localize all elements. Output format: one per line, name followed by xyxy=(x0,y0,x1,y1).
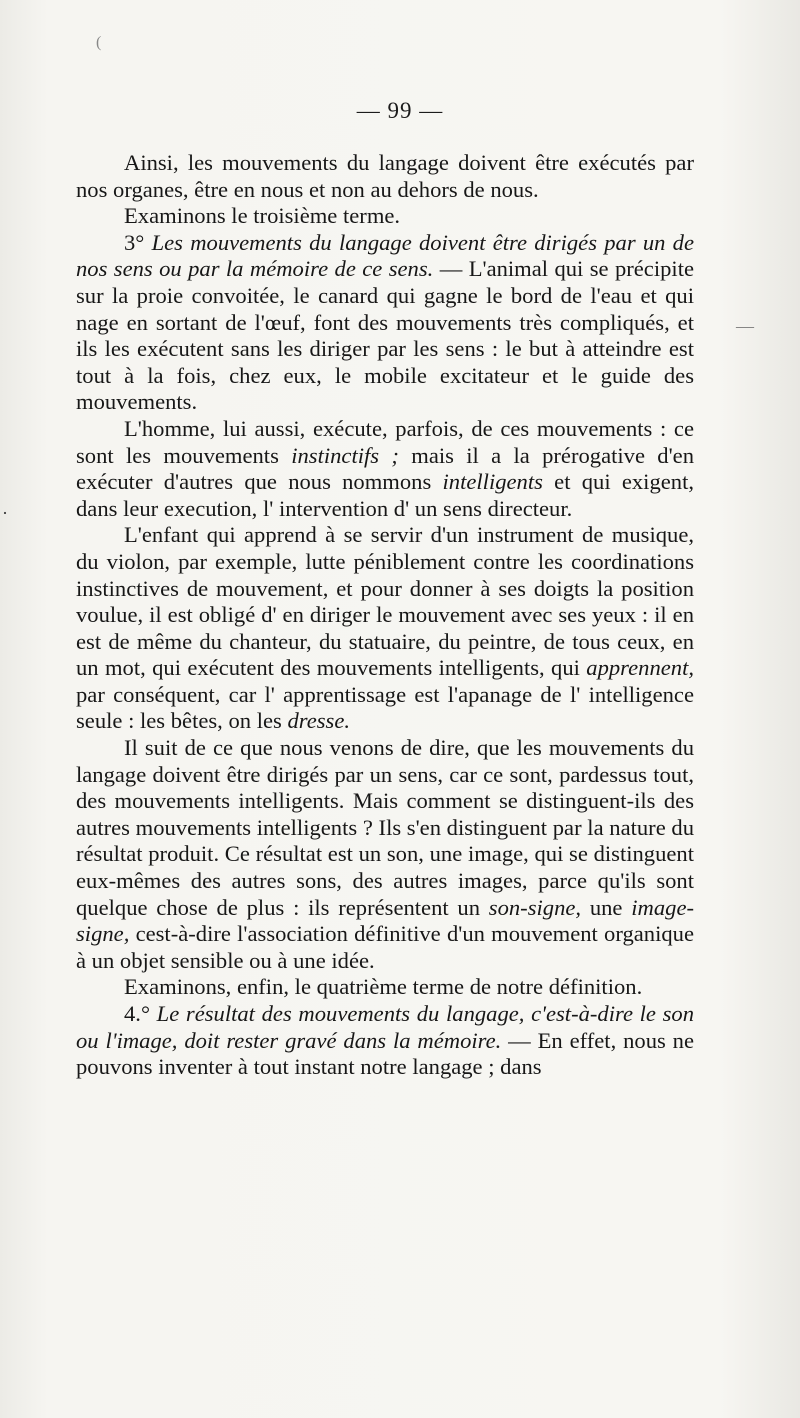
text-segment: cest-à-dire l'association définitive d'un mouvement organique à un objet sensible ou à une idée. xyxy=(76,921,694,973)
text-segment: Il suit de ce que nous venons de dire, que les mouvements du langage doivent être dirigés par un sens, car ce sont, pardessus tout, des mouvements intelligents. Mais comment se distinguent-ils des autres mouvements intelligents ? Ils s'en distinguent par la nature du résultat produit. Ce résultat est un son, une image, qui se distinguent eux-mêmes des autres sons, des autres images, parce qu'ils sont quelque chose de plus : ils représentent un xyxy=(76,735,694,920)
margin-mark-left: · xyxy=(2,503,8,523)
italic-segment: intelligents xyxy=(442,469,543,495)
italic-segment: son-signe, xyxy=(488,894,582,920)
italic-segment: dresse. xyxy=(287,708,350,734)
paragraph xyxy=(76,416,694,522)
italic-segment: Les mouvements du langage doivent être dirigés par un de nos sens ou par la mémoire de ce sens. xyxy=(76,229,695,282)
text-segment: Examinons le troisième terme. xyxy=(124,203,401,229)
paragraph xyxy=(76,735,694,974)
body-text xyxy=(76,150,694,1081)
text-segment: L'homme, lui aussi, exécute, parfois, de ces mouvements : ce sont les mouvements xyxy=(76,415,694,468)
text-segment: Examinons, enfin, le quatrième terme de notre définition. xyxy=(124,974,643,1000)
text-segment: — L'animal qui se précipite sur la proie convoitée, le canard qui gagne le bord de l'eau et qui nage en sortant de l'œuf, font des mouvements très compliqués, et ils les exécutent sans les diriger par les sens : le but à atteindre est tout à la fois, chez eux, le mobile excitateur et le guide des mouvements. xyxy=(76,256,694,415)
text-segment: Ainsi, les mouvements du langage doivent être exécutés par nos organes, être en nous et non au dehors de nous. xyxy=(76,150,694,202)
paragraph xyxy=(76,1001,694,1081)
margin-mark-top-left: ( xyxy=(96,34,102,51)
paragraph xyxy=(76,230,694,416)
italic-segment: Le résultat des mouvements du langage, c'est-à-dire le son ou l'image, doit rester gravé dans la mémoire. xyxy=(76,1001,694,1053)
text-segment: par conséquent, car l' apprentissage est l'apanage de l' intelligence seule : les bêtes, on les xyxy=(76,681,694,734)
text-segment: — En effet, nous ne pouvons inventer à tout instant notre langage ; dans xyxy=(76,1027,694,1080)
italic-segment: apprennent, xyxy=(586,655,694,681)
text-segment: une xyxy=(581,894,632,920)
paragraph xyxy=(76,974,694,1001)
text-segment: 3° xyxy=(124,229,152,255)
text-segment: et qui exigent, dans leur execution, l' intervention d' un sens directeur. xyxy=(76,469,694,521)
italic-segment: instinctifs ; xyxy=(291,442,399,468)
paragraph xyxy=(76,522,694,735)
page-number: — 99 — xyxy=(356,98,444,123)
italic-segment: image-signe, xyxy=(76,894,694,947)
text-segment: 4.° xyxy=(124,1001,157,1026)
paragraph xyxy=(76,150,694,203)
text-segment: L'enfant qui apprend à se servir d'un instrument de musique, du violon, par exemple, lutte péniblement contre les coordinations instinctives de mouvement, et pour donner à ses doigts la position voulue, il est obligé d' en diriger le mouvement avec ses yeux : il en est de même du chanteur, du statuaire, du peintre, de tous ceux, en un mot, qui exécutent des mouvements intelligents, qui xyxy=(76,522,694,681)
margin-mark-right: — xyxy=(736,316,754,336)
text-segment: mais il a la prérogative d'en exécuter d'autres que nous nommons xyxy=(76,442,694,495)
paragraph xyxy=(76,203,694,230)
